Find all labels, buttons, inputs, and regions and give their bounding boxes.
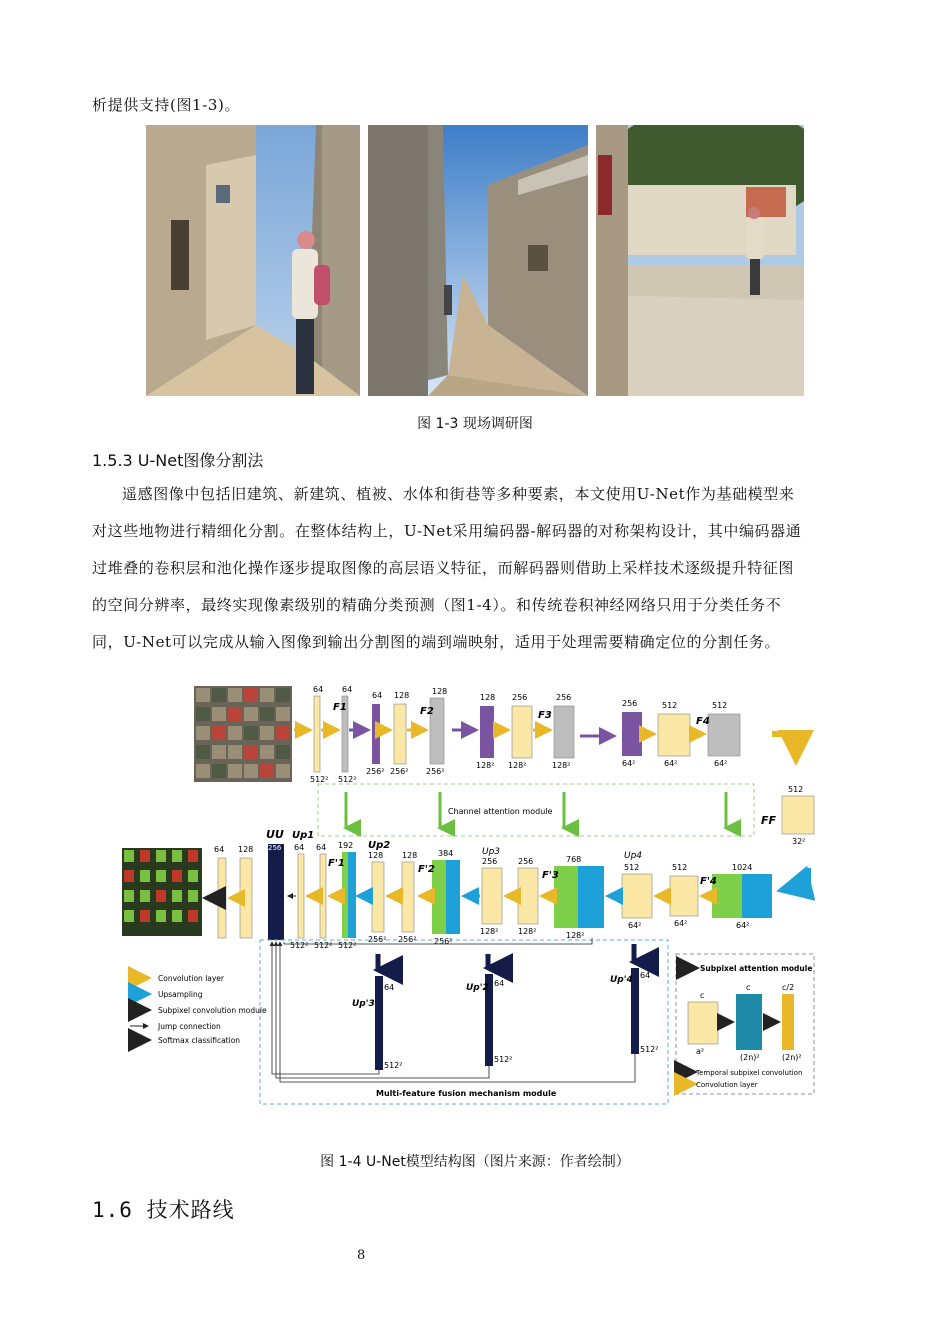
lbl-F3-ch: 256 [556, 693, 572, 702]
unet-diagram [118, 672, 830, 1112]
lbl-enc1-size: 512² [310, 775, 329, 784]
lbl-up4s-size: 512² [640, 1045, 659, 1054]
lbl-F2-size: 256² [426, 767, 445, 776]
lbl-Up2: Up2 [368, 840, 391, 851]
lbl-d4b-size: 64² [674, 919, 688, 928]
lbl-enc2-size: 256² [390, 767, 409, 776]
lbl-d2-size: 256² [434, 937, 453, 946]
lbl-up2s-size: 512² [494, 1055, 513, 1064]
lbl-UU-ch: 256 [268, 844, 282, 852]
legend-jump: Jump connection [158, 1022, 221, 1031]
lbl-p2-ch: 128 [480, 693, 496, 702]
lbl-F3: F3 [538, 710, 552, 721]
lbl-d1b-ch: 64 [316, 843, 327, 852]
lbl-d2b-ch: 128 [402, 851, 418, 860]
lbl-d2-ch: 384 [438, 849, 454, 858]
lbl-up3-ch: 256 [482, 857, 498, 866]
multi-feature-box [260, 940, 668, 1104]
input-image-grid [194, 686, 292, 782]
lbl-up3s-ch: 64 [384, 983, 395, 992]
lbl-up3s-size: 512² [384, 1061, 403, 1070]
lbl-d1-size: 512² [338, 941, 357, 950]
street-photo-3 [596, 125, 804, 396]
lbl-p1-ch: 64 [372, 691, 383, 700]
lbl-p2-size: 128² [476, 761, 495, 770]
lbl-Up1: Up1 [292, 830, 315, 841]
sub-legend-temporal: Temporal subpixel convolution [696, 1069, 803, 1077]
lbl-d3-ch: 768 [566, 855, 582, 864]
lbl-F3-size: 128² [552, 761, 571, 770]
lbl-enc3-size: 128² [508, 761, 527, 770]
street-photo-2 [368, 125, 588, 396]
lbl-F4: F4 [696, 716, 710, 727]
lbl-enc2-ch: 128 [394, 691, 410, 700]
lbl-Up3: Up3 [482, 847, 501, 857]
lbl-F4s: F'4 [700, 876, 717, 887]
lbl-d4-ch: 1024 [732, 863, 753, 872]
sub-legend-conv: Convolution layer [696, 1081, 758, 1089]
lbl-p1-size: 256² [366, 767, 385, 776]
paragraph-line-4: 的空间分辨率，最终实现像素级别的精确分类预测（图1-4）。和传统卷积神经网络只用于分类任务不 [92, 596, 782, 614]
lbl-enc3-ch: 256 [512, 693, 528, 702]
lbl-F1s: F'1 [328, 858, 345, 869]
legend [130, 974, 267, 1045]
lbl-FF-ch: 512 [788, 785, 804, 794]
lbl-up4-size: 64² [628, 921, 642, 930]
channel-attention-label: Channel attention module [448, 807, 553, 816]
lbl-F1: F1 [333, 702, 347, 713]
figure-1-4-caption: 图 1-4 U-Net模型结构图（图片来源：作者绘制） [320, 1154, 630, 1170]
lbl-up2-ch: 128 [368, 851, 384, 860]
lbl-d1-ch: 192 [338, 841, 354, 850]
legend-softmax: Softmax classification [158, 1036, 241, 1045]
lbl-enc4-size: 64² [664, 759, 678, 768]
lbl-up2s-ch: 64 [494, 979, 505, 988]
figure-1-3-caption: 图 1-3 现场调研图 [417, 416, 533, 432]
section-153-heading: 1.5.3 U-Net图像分割法 [92, 451, 264, 470]
lbl-Up4: Up4 [624, 851, 643, 861]
legend-subpixel: Subpixel convolution module [158, 1006, 267, 1015]
lbl-sa-c2half: c/2 [782, 983, 795, 992]
top-text-line: 析提供支持(图1-3)。 [92, 96, 241, 114]
lbl-sa-c1: c [700, 991, 705, 1000]
lbl-UU: UU [266, 828, 284, 841]
lbl-F4-ch: 512 [712, 701, 728, 710]
lbl-F2s: F'2 [418, 864, 435, 875]
lbl-F2: F2 [420, 706, 434, 717]
lbl-up2-size: 256² [368, 935, 387, 944]
lbl-enc1-ch: 64 [313, 685, 324, 694]
lbl-d3b-size: 128² [518, 927, 537, 936]
lbl-F3s: F'3 [542, 870, 559, 881]
lbl-d2b-size: 256² [398, 935, 417, 944]
lbl-Up2s: Up'2 [466, 983, 489, 993]
lbl-sa-n2b: (2n)² [782, 1053, 802, 1062]
lbl-p3-size: 64² [622, 759, 636, 768]
lbl-d1b-size: 512² [314, 941, 333, 950]
legend-upsampling: Upsampling [158, 990, 203, 999]
street-photo-1 [146, 125, 360, 396]
lbl-up4s-ch: 64 [640, 971, 651, 980]
lbl-p3-ch: 256 [622, 699, 638, 708]
lbl-d3b-ch: 256 [518, 857, 534, 866]
lbl-out2-ch: 64 [214, 845, 225, 854]
paragraph-line-1: 遥感图像中包括旧建筑、新建筑、植被、水体和街巷等多种要素，本文使用U-Net作为基础模型来 [122, 485, 795, 503]
paragraph-line-3: 过堆叠的卷积层和池化操作逐步提取图像的高层语义特征，而解码器则借助上采样技术逐级提升特征图 [92, 559, 795, 577]
legend-convolution: Convolution layer [158, 974, 225, 983]
lbl-up1-ch: 64 [294, 843, 305, 852]
lbl-up3-size: 128² [480, 927, 499, 936]
paragraph-line-2: 对这些地物进行精细化分割。在整体结构上，U-Net采用编码器-解码器的对称架构设计，其中编码器通 [92, 522, 802, 540]
multi-feature-label: Multi-feature fusion mechanism module [376, 1089, 557, 1098]
lbl-d3-size: 128² [566, 931, 585, 940]
lbl-F1-ch: 64 [342, 685, 353, 694]
lbl-Up4s: Up'4 [610, 975, 633, 985]
output-segmentation-grid [122, 848, 202, 936]
subpixel-attention-label: Subpixel attention module [700, 964, 813, 973]
lbl-Up3s: Up'3 [352, 999, 375, 1009]
lbl-sa-c2: c [746, 983, 751, 992]
lbl-enc4-ch: 512 [662, 701, 678, 710]
lbl-FF: FF [761, 814, 777, 827]
lbl-sa-a2: a² [696, 1047, 705, 1056]
lbl-up4-ch: 512 [624, 863, 640, 872]
lbl-d4-size: 64² [736, 921, 750, 930]
lbl-FF-size: 32² [792, 837, 806, 846]
lbl-sa-n2: (2n)² [740, 1053, 760, 1062]
lbl-up1-size: 512² [290, 941, 309, 950]
lbl-d4b-ch: 512 [672, 863, 688, 872]
paragraph-line-5: 同，U-Net可以完成从输入图像到输出分割图的端到端映射，适用于处理需要精确定位的分割任务。 [92, 633, 781, 651]
lbl-out-ch: 128 [238, 845, 254, 854]
lbl-F2-ch: 128 [432, 687, 448, 696]
lbl-F1-size: 512² [338, 775, 357, 784]
lbl-F4-size: 64² [714, 759, 728, 768]
section-16-heading: 1.6 技术路线 [92, 1198, 235, 1222]
page-number: 8 [357, 1248, 366, 1263]
